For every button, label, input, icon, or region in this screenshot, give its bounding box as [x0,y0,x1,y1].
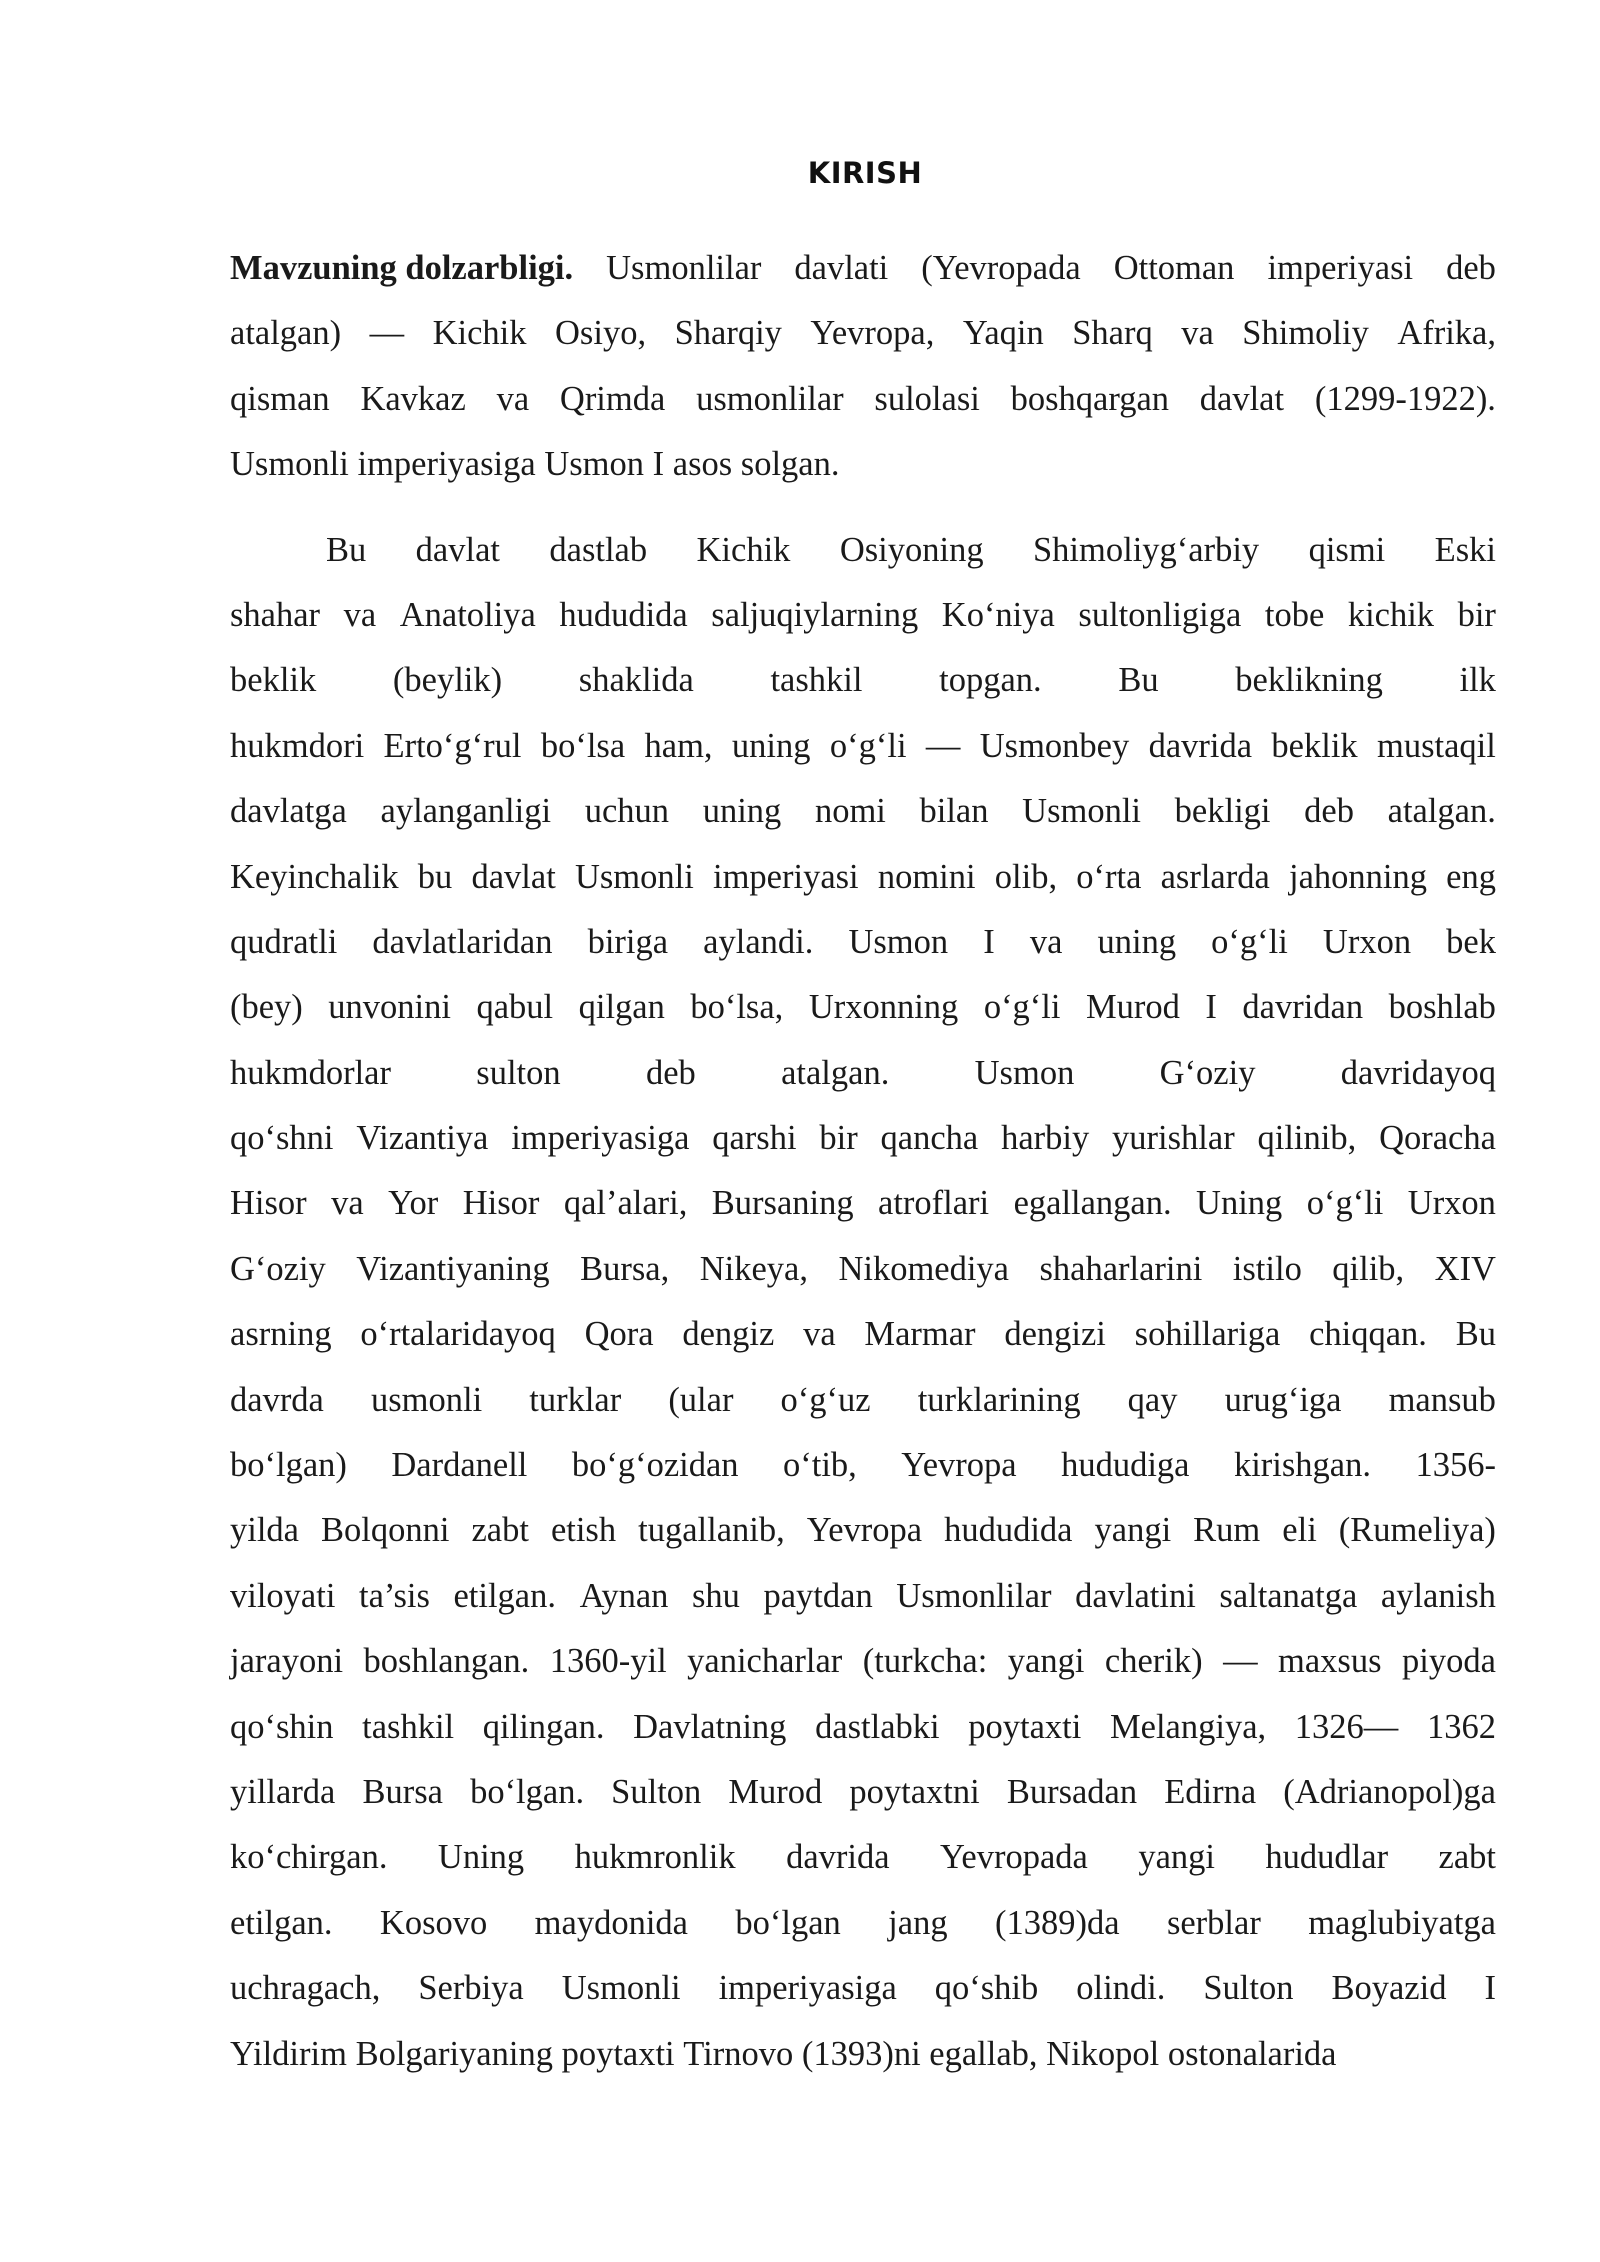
word: Ko‘niya [941,595,1055,634]
word: (1299-1922). [1314,379,1496,418]
word: deb [1446,249,1496,287]
word: Qoracha [1379,1119,1496,1158]
word: Murod [1085,988,1180,1027]
text-line [230,714,1496,779]
word: qo‘shni [230,1119,334,1158]
word: (1389)da [994,1903,1120,1942]
word: Sharq [1072,314,1153,353]
word: davrda [230,1380,324,1419]
word: boshlab [1388,988,1496,1027]
word: imperiyasiga [718,1969,897,2008]
word: Vizantiyaning [356,1249,550,1288]
word: asrlarda [1160,857,1270,896]
word: sohillariga [1134,1315,1281,1354]
word: Kavkaz [360,379,466,418]
word: va [331,1184,364,1223]
word: Marmar [864,1315,976,1354]
word: hukmdorlar [230,1053,391,1092]
word: hukmdori [230,726,365,765]
word: Shimoliyg‘arbiy [1033,530,1260,569]
word: boshlangan. [363,1642,530,1681]
word: Yaqin [962,314,1044,353]
word: nomini [877,857,976,896]
word: Nikomediya [838,1249,1009,1288]
word: Yor [388,1184,439,1223]
word: hududiga [1061,1446,1190,1485]
word: davlatini [1075,1576,1196,1615]
word: qisman [230,379,330,418]
text-line [230,1629,1496,1694]
word: Murod [728,1772,823,1811]
word: o‘g‘li [1211,922,1288,961]
word: imperiyasi [713,857,859,896]
word: I [1205,988,1217,1027]
word: hududida [944,1511,1073,1550]
word: XIV [1434,1249,1496,1288]
word: qay [1127,1380,1178,1419]
word: I [983,922,995,961]
word: hukmronlik [574,1838,736,1877]
text-line [230,1825,1496,1890]
word: asos [672,445,741,484]
word: mansub [1388,1380,1496,1419]
word: Usmon [544,445,653,484]
word: davridayoq [1340,1053,1496,1092]
word: yilda [230,1511,299,1550]
word: G‘oziy [230,1249,326,1288]
word: Rum [1193,1511,1261,1550]
word: Vizantiya [356,1119,489,1158]
word: bir [1457,595,1496,634]
word: (ular [668,1380,734,1419]
word: Edirna [1164,1772,1257,1811]
word: aylandi. [703,922,814,961]
word: turklarining [917,1380,1081,1419]
word: cherik) [1104,1642,1203,1681]
word: Afrika, [1397,314,1496,353]
word: chiqqan. [1309,1315,1427,1354]
word: Ottoman [1113,249,1235,287]
text-line [230,1564,1496,1629]
word: piyoda [1402,1642,1496,1681]
word: qismi [1308,530,1386,569]
word: 1362 [1426,1707,1496,1746]
paragraph [230,236,1496,498]
word: Bu [326,530,367,569]
word: bek [1446,922,1496,961]
word: eli [1282,1511,1317,1550]
word: Usmonli [230,445,358,484]
word: bu [417,857,453,896]
word: Bursaning [711,1184,854,1223]
word: bo‘lgan. [470,1772,585,1811]
word: tashkil [770,661,863,700]
word: Qrimda [559,379,666,418]
text-line [230,518,1496,583]
word: yanicharlar [687,1642,843,1681]
word: qilib, [1332,1249,1405,1288]
word: egallab, [929,2034,1047,2073]
text-line [230,1041,1496,1106]
word: urug‘iga [1224,1380,1342,1419]
word: Sulton [611,1772,702,1811]
word: — [369,314,405,353]
word: Kosovo [379,1903,488,1942]
text-line [230,1106,1496,1171]
lead-heading: Mavzuning dolzarbligi. [230,249,574,287]
text-line [230,1956,1496,2021]
word: maydonida [534,1903,688,1942]
word: va [1029,922,1063,961]
word: shaklida [578,661,694,700]
word: Qora [584,1315,654,1354]
word: Bu [1455,1315,1496,1354]
word: qal’alari, [563,1184,688,1223]
word: qudratli [230,922,338,961]
word: maglubiyatga [1308,1903,1496,1942]
word: Usmonli [1022,792,1142,831]
word: poytaxti [968,1707,1082,1746]
word: o‘g‘li [1306,1184,1384,1223]
word: atalgan. [1387,792,1496,831]
word: Usmonbey [979,726,1130,765]
text-line [230,1760,1496,1825]
word: atalgan) [230,314,342,353]
word: (bey) [230,988,303,1027]
word: beklikning [1235,661,1383,700]
text-line [230,367,1496,432]
word: bekligi [1174,792,1271,831]
word: dastlabki [815,1707,940,1746]
word: Uning [437,1838,525,1877]
word: sultonligiga [1078,595,1242,634]
word: — [925,726,961,765]
word: Sulton [1203,1969,1294,2008]
word: davlatga [230,792,347,831]
word: davlatlaridan [372,922,553,961]
word: ostonalarida [1167,2034,1337,2073]
word: viloyati [230,1576,336,1615]
word: unvonini [328,988,451,1027]
word: Yevropa [806,1511,923,1550]
word: imperiyasi [1267,249,1414,287]
word: uning [1097,922,1177,961]
word: bo‘lgan) [230,1446,347,1485]
word: shu [691,1576,740,1615]
text-line [230,1237,1496,1302]
paragraph-gap [230,498,1496,518]
word: Bursadan [1006,1772,1138,1811]
word: yillarda [230,1772,336,1811]
word: davrida [786,1838,890,1877]
word: Serbiya [418,1969,524,2008]
word: Osiyoning [839,530,984,569]
word: Urxonning [808,988,959,1027]
word: jarayoni [230,1642,344,1681]
word: Boyazid [1331,1969,1447,2008]
word: saltanatga [1219,1576,1358,1615]
word: jang [888,1903,948,1942]
text-line [230,910,1496,975]
text-line [230,1433,1496,1498]
word: uchun [584,792,670,831]
word: qilgan [578,988,665,1027]
word: qo‘shin [230,1707,334,1746]
word: Keyinchalik [230,857,399,896]
word: turklar [529,1380,622,1419]
word: davrida [1148,726,1253,765]
word: biriga [587,922,669,961]
word: boshqargan [1010,379,1170,418]
text-line [230,1498,1496,1563]
word: Usmon [974,1053,1075,1092]
word: 1360-yil [549,1642,667,1681]
word: Aynan [579,1576,669,1615]
word: etilgan. [230,1903,333,1942]
word: uning [702,792,782,831]
word: kichik [1347,595,1435,634]
word: Nikeya, [699,1249,808,1288]
word: va [343,595,377,634]
word: (Yevropada [921,249,1081,287]
word: qarshi [712,1119,797,1158]
word: 1326— [1294,1707,1399,1746]
word: Kichik [432,314,527,353]
word: Usmonlilar [896,1576,1052,1615]
word: Bursa [362,1772,443,1811]
text-line [230,648,1496,713]
word: davlat [471,857,556,896]
word: qabul [476,988,554,1027]
word: (Rumeliya) [1338,1511,1496,1550]
word: va [1181,314,1214,353]
word: Eski [1434,530,1496,569]
word: usmonli [370,1380,483,1419]
word: deb [1304,792,1354,831]
word: Yildirim [230,2034,356,2073]
word: tugallanib, [638,1511,785,1550]
word: Usmonli [561,1969,681,2008]
word: sulton [476,1053,561,1092]
word: Usmonli [574,857,694,896]
word: Erto‘g‘rul [383,726,522,765]
text-line [230,1368,1496,1433]
page-title: KIRISH [807,156,923,190]
word: o‘g‘li [829,726,907,765]
word: egallangan. [1013,1184,1172,1223]
word: zabt [1438,1838,1496,1877]
word: deb [645,1053,696,1092]
document-body [230,236,1496,2087]
word: uning [731,726,811,765]
word: davlat [1199,379,1285,418]
text-line [230,2022,1496,2087]
word: qancha [880,1119,979,1158]
word: (beylik) [392,661,503,700]
word: Shimoliy [1242,314,1369,353]
word: bo‘lsa [540,726,626,765]
word: qilinib, [1257,1119,1357,1158]
word: bo‘lsa, [690,988,784,1027]
word: qo‘shib [934,1969,1039,2008]
word: shahar [230,595,321,634]
word: davlat [415,530,500,569]
word: paytdan [763,1576,873,1615]
text-line [230,1891,1496,1956]
word: hududida [559,595,688,634]
word: hududlar [1265,1838,1389,1877]
word: dastlab [549,530,648,569]
word: Usmon [848,922,949,961]
text-line [230,1302,1496,1367]
word: bilan [919,792,989,831]
word: topgan. [939,661,1042,700]
word: serblar [1166,1903,1261,1942]
text-line [230,432,1496,497]
word: yurishlar [1112,1119,1235,1158]
word: etish [550,1511,617,1550]
word: I [1484,1969,1496,2008]
word: jahonning [1288,857,1427,896]
word: sulolasi [874,379,980,418]
word: yangi [1138,1838,1215,1877]
word: bo‘g‘ozidan [571,1446,739,1485]
word: imperiyasiga [511,1119,690,1158]
word: (Adrianopol)ga [1283,1772,1496,1811]
word: Nikopol [1046,2034,1168,2073]
word: davlati [794,249,889,287]
word: Dardanell [391,1446,528,1485]
word: maxsus [1278,1642,1382,1681]
word: ham, [644,726,713,765]
text-line [230,975,1496,1040]
word: Usmonlilar [606,249,762,287]
text-line [230,1171,1496,1236]
word: ta’sis [358,1576,430,1615]
word: dengizi [1004,1315,1106,1354]
word: Tirnovo [683,2034,802,2073]
text-line [230,845,1496,910]
word: olib, [994,857,1058,896]
word: harbiy [1001,1119,1090,1158]
word: Bu [1118,661,1159,700]
text-line [230,236,1496,301]
word: atroflari [878,1184,990,1223]
word: bir [819,1119,858,1158]
word: o‘g‘uz [780,1380,871,1419]
word: Kichik [696,530,791,569]
word: G‘oziy [1159,1053,1256,1092]
word: Yevropada [939,1838,1088,1877]
word: usmonlilar [696,379,844,418]
word: atalgan. [781,1053,890,1092]
word: o‘rta [1076,857,1142,896]
word: o‘rtalaridayoq [360,1315,556,1354]
word: eng [1446,857,1496,896]
word: beklik [1271,726,1358,765]
word: Urxon [1322,922,1412,961]
word: solgan. [740,445,840,484]
word: o‘g‘li [983,988,1061,1027]
word: Bolqonni [321,1511,450,1550]
word: Yevropa [901,1446,1017,1485]
word: Yevropa, [810,314,935,353]
word: mustaqil [1377,726,1496,765]
word: tobe [1264,595,1325,634]
word: saljuqiylarning [711,595,919,634]
word: davridan [1242,988,1364,1027]
word: Sharqiy [674,314,782,353]
word: Anatoliya [399,595,536,634]
text-line [230,779,1496,844]
word: yangi [1094,1511,1172,1550]
word: aylanganligi [380,792,552,831]
word: ilk [1459,661,1496,700]
word: istilo [1232,1249,1302,1288]
word: asrning [230,1315,332,1354]
word: va [496,379,530,418]
word: Uning [1196,1184,1283,1223]
word: imperiyasiga [357,445,545,484]
word: Bolgariyaning [355,2034,562,2073]
word: yangi [1007,1642,1085,1681]
text-line [230,583,1496,648]
word: poytaxti [561,2034,684,2073]
word: o‘tib, [783,1446,857,1485]
word: Melangiya, [1109,1707,1267,1746]
word: Bursa, [580,1249,670,1288]
word: poytaxtni [849,1772,980,1811]
word: dengiz [682,1315,775,1354]
word: nomi [814,792,886,831]
word: 1356- [1415,1446,1496,1485]
word: bo‘lgan [735,1903,841,1942]
paragraph [230,518,1496,2087]
word: olindi. [1076,1969,1166,2008]
word: I [652,445,673,484]
text-line [230,1695,1496,1760]
word: qilingan. [482,1707,605,1746]
word: Hisor [230,1184,307,1223]
word: va [803,1315,836,1354]
word: kirishgan. [1233,1446,1371,1485]
word: shaharlarini [1039,1249,1203,1288]
word: — [1223,1642,1258,1681]
word: Urxon [1407,1184,1496,1223]
text-line [230,301,1496,366]
word: Osiyo, [555,314,647,353]
word: zabt [471,1511,529,1550]
word: Davlatning [633,1707,787,1746]
word: (1393)ni [801,2034,930,2073]
word: aylanish [1380,1576,1496,1615]
word: ko‘chirgan. [230,1838,388,1877]
word: etilgan. [453,1576,556,1615]
word: Hisor [462,1184,540,1223]
word: tashkil [362,1707,455,1746]
word: (turkcha: [862,1642,988,1681]
word: uchragach, [230,1969,381,2008]
word: beklik [230,661,317,700]
